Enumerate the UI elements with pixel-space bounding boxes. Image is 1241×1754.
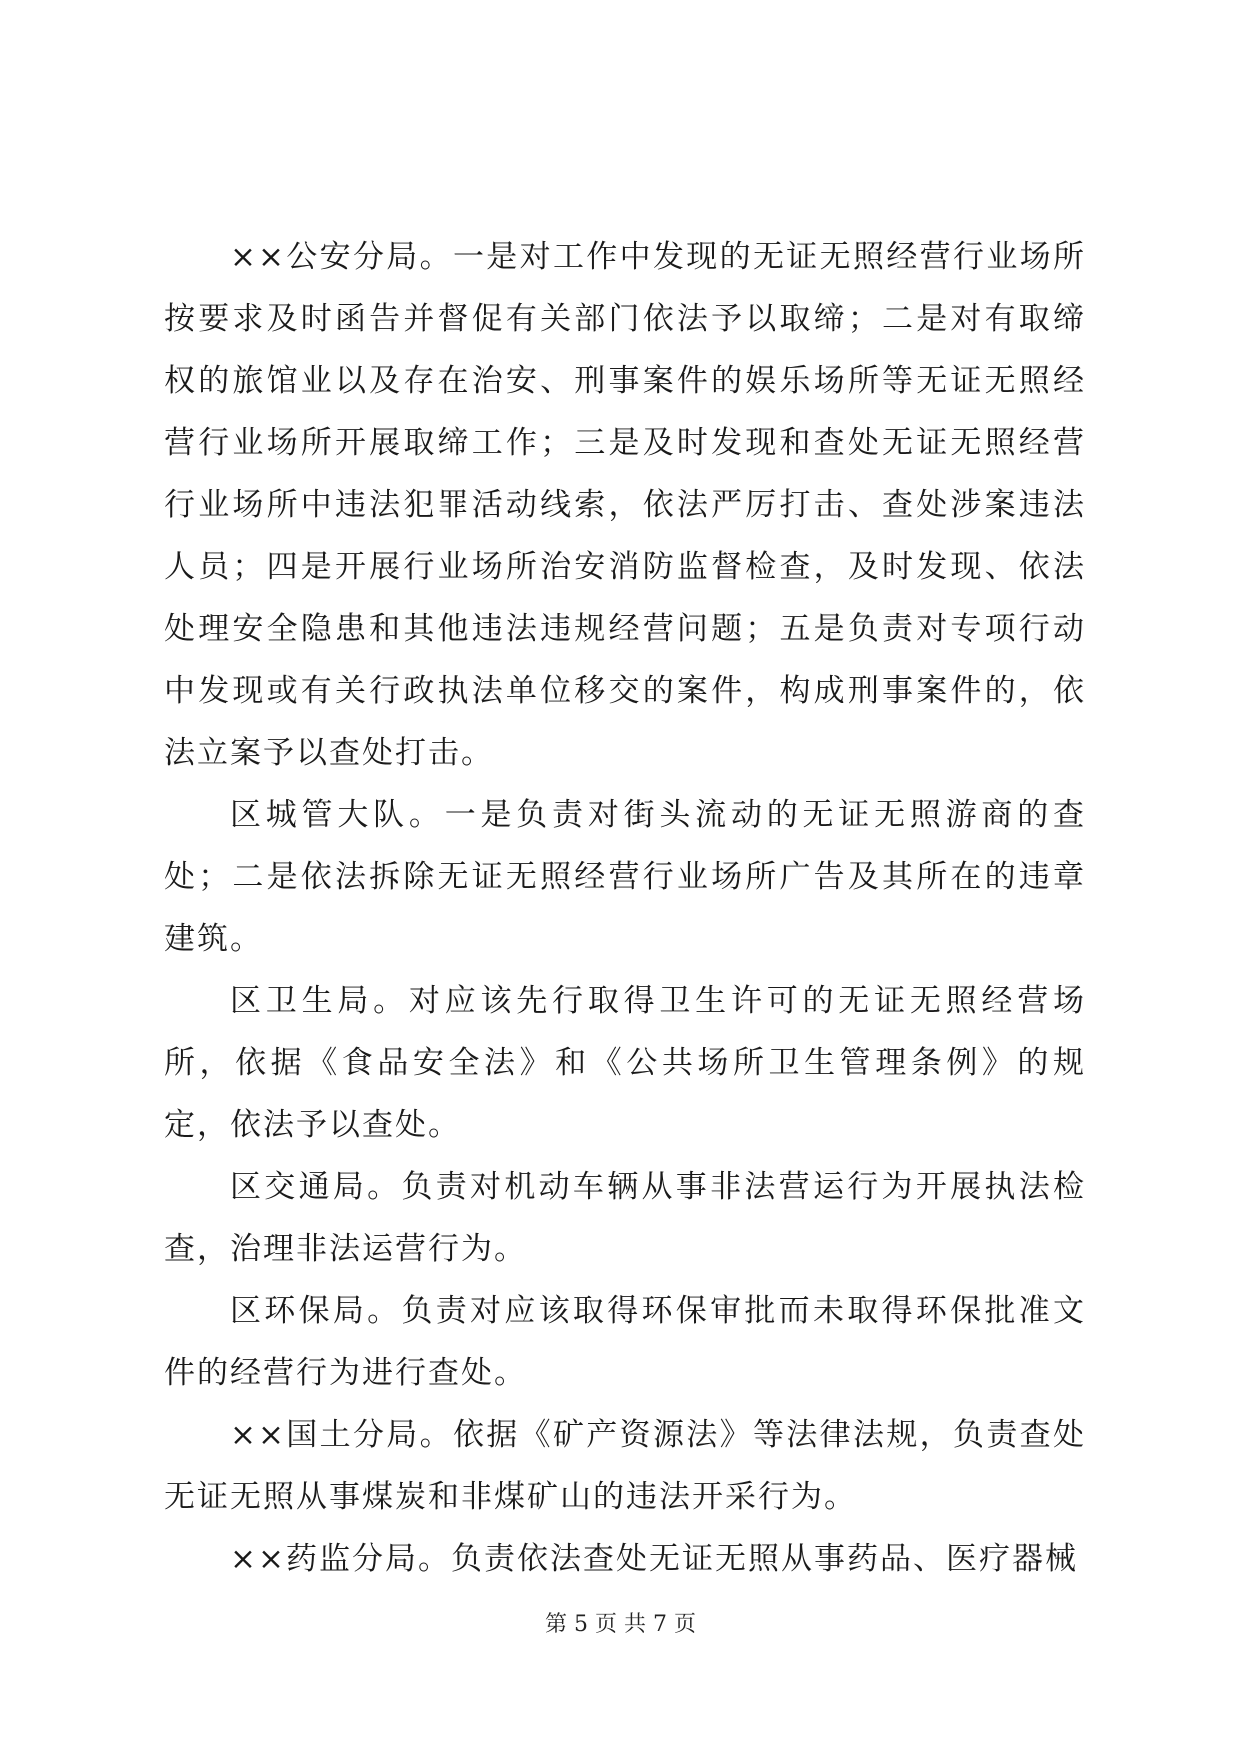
paragraph-land-resources: ××国土分局。依据《矿产资源法》等法律法规，负责查处无证无照从事煤炭和非煤矿山的违法开采行为。: [164, 1417, 1086, 1515]
paragraph-transport-bureau: 区交通局。负责对机动车辆从事非法营运行为开展执法检查，治理非法运营行为。: [164, 1169, 1086, 1267]
paragraph-drug-administration: ××药监分局。负责依法查处无证无照从事药品、医疗器械: [230, 1541, 1078, 1577]
paragraph-health-bureau: 区卫生局。对应该先行取得卫生许可的无证无照经营场所，依据《食品安全法》和《公共场所卫生管理条例》的规定，依法予以查处。: [164, 983, 1086, 1143]
paragraph-urban-management: 区城管大队。一是负责对街头流动的无证无照游商的查处；二是依法拆除无证无照经营行业场所广告及其所在的违章建筑。: [164, 797, 1086, 957]
paragraph-environment-bureau: 区环保局。负责对应该取得环保审批而未取得环保批准文件的经营行为进行查处。: [164, 1293, 1086, 1391]
document-body: [164, 226, 1086, 1590]
page-number-footer: 第 5 页 共 7 页: [545, 1612, 696, 1637]
paragraph-public-security: ××公安分局。一是对工作中发现的无证无照经营行业场所按要求及时函告并督促有关部门依法予以取缔；二是对有取缔权的旅馆业以及存在治安、刑事案件的娱乐场所等无证无照经营行业场所开展取缔工作；三是及时发现和查处无证无照经营行业场所中违法犯罪活动线索，依法严厉打击、查处涉案违法人员；四是开展行业场所治安消防监督检查，及时发现、依法处理安全隐患和其他违法违规经营问题；五是负责对专项行动中发现或有关行政执法单位移交的案件，构成刑事案件的，依法立案予以查处打击。: [164, 239, 1086, 771]
